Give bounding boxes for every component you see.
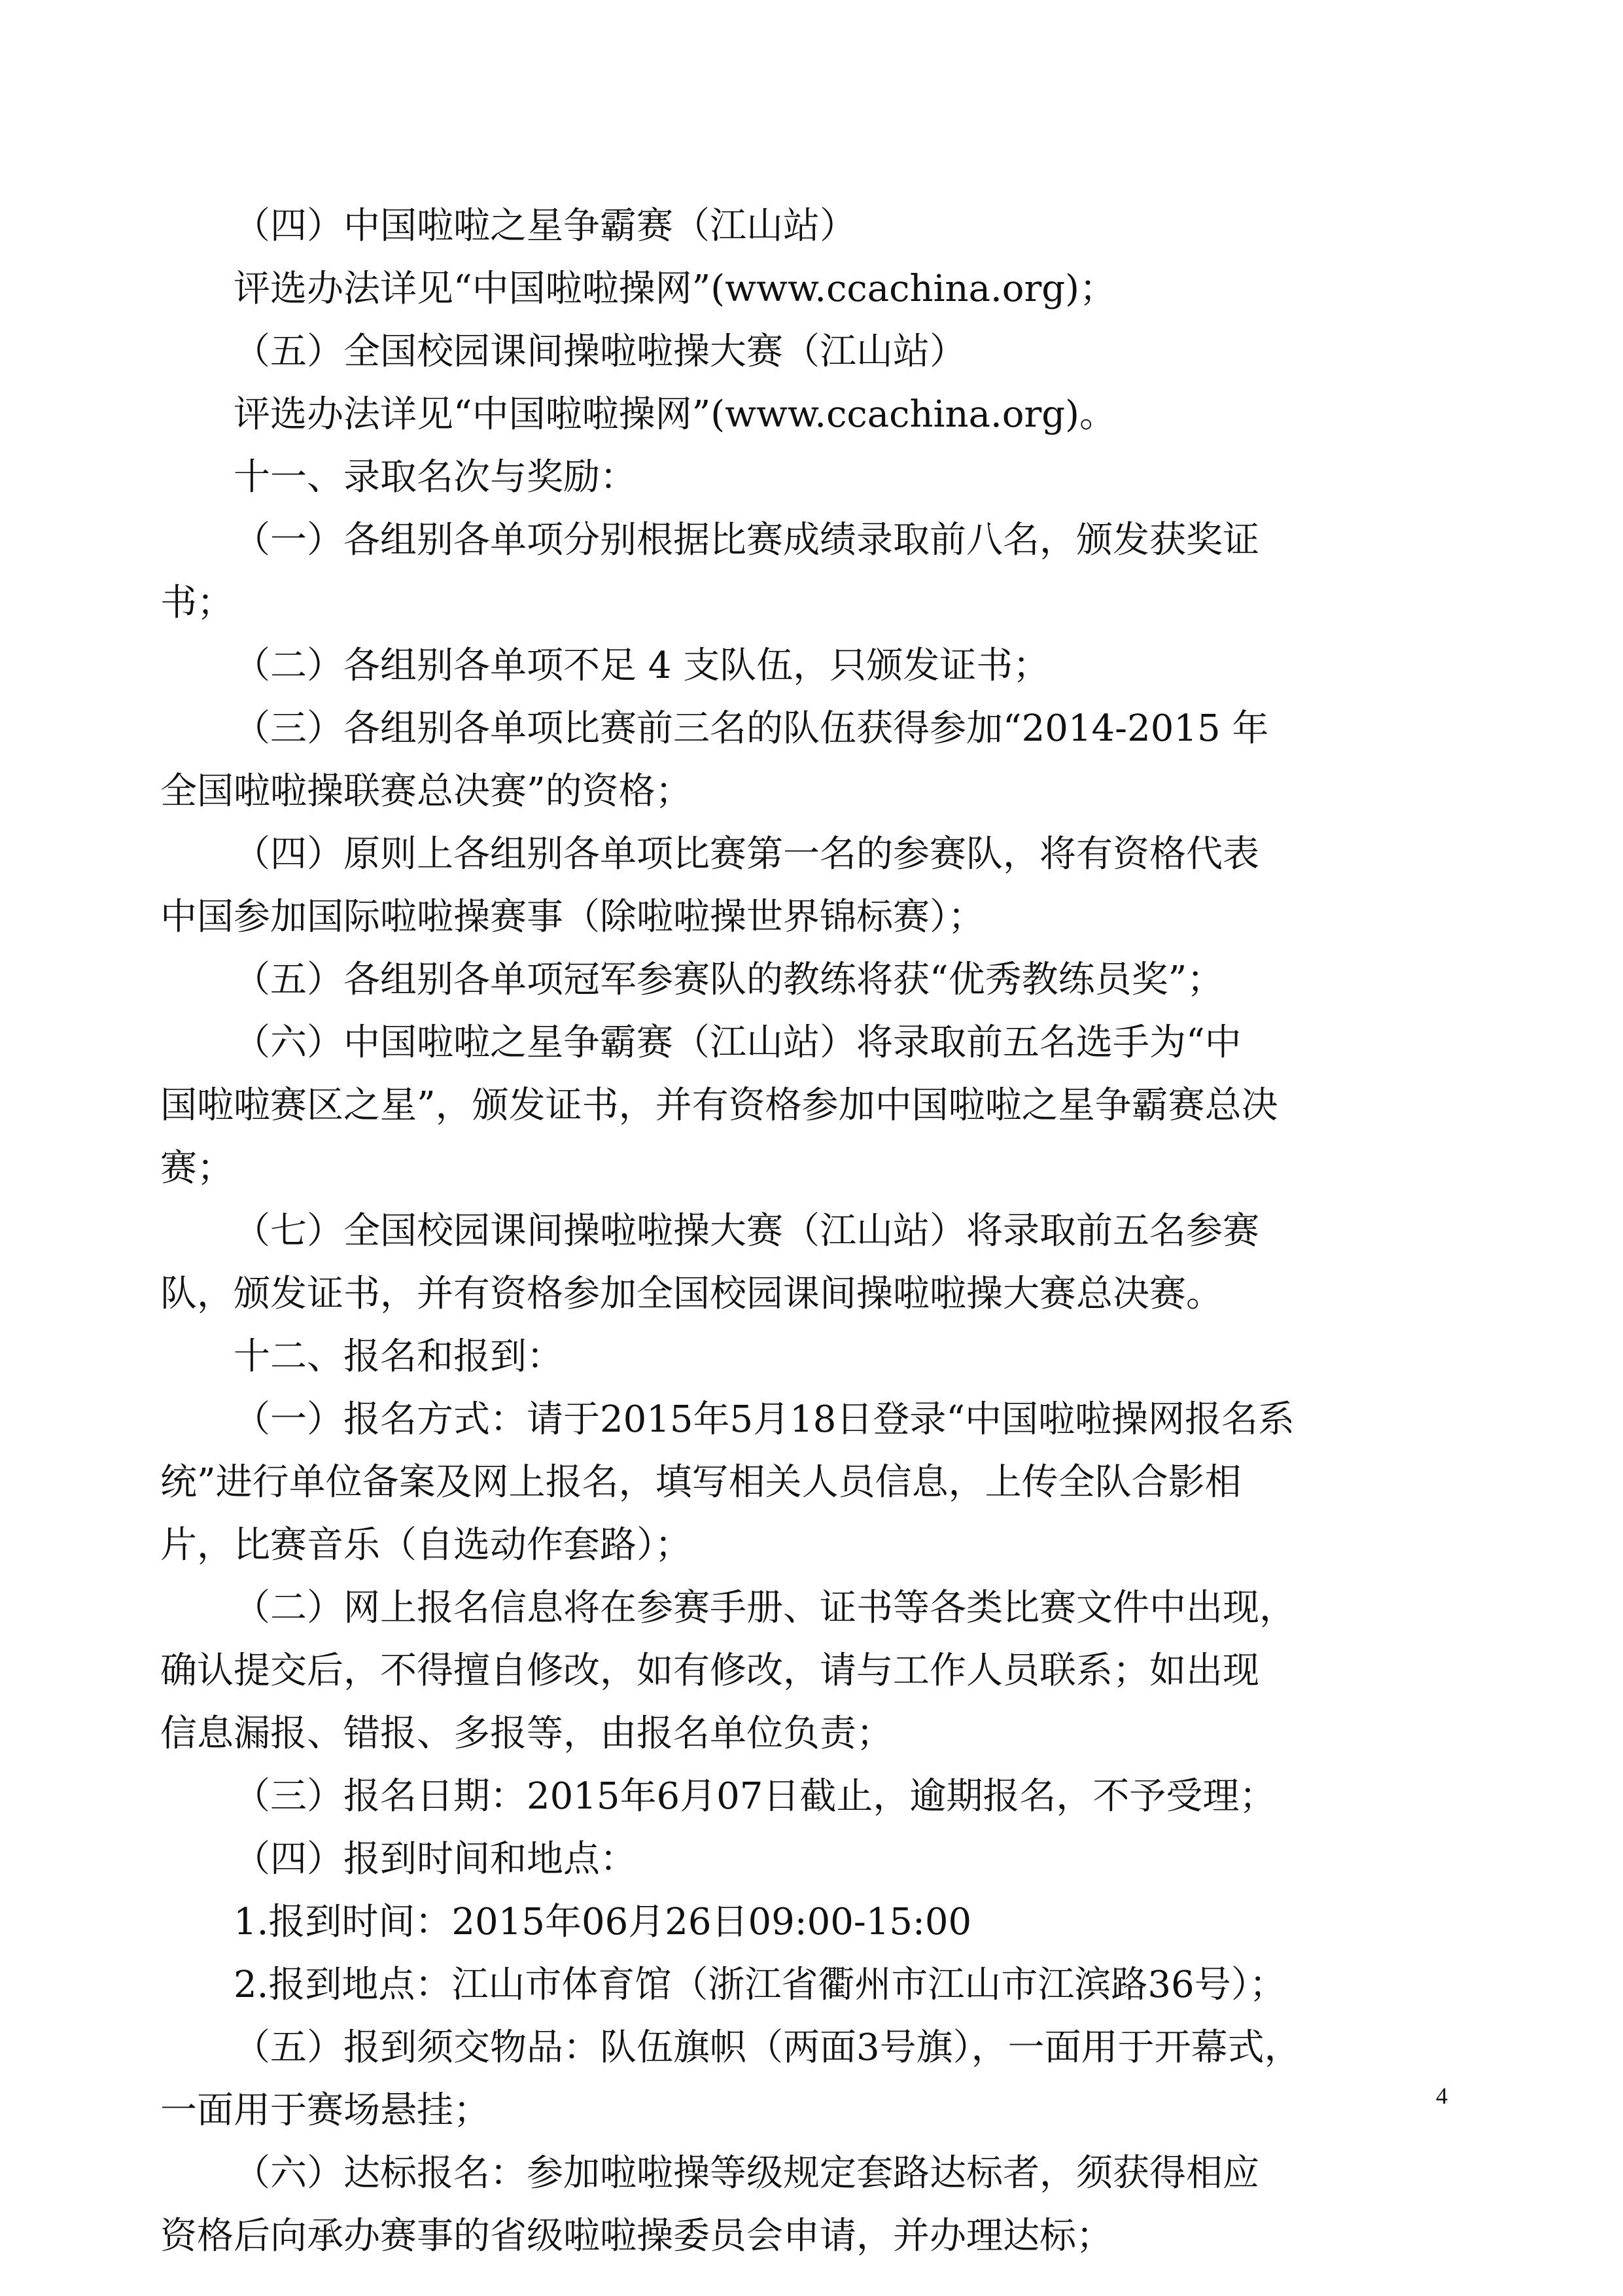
text-line: 评选办法详见“中国啦啦操网”(www.ccachina.org)。 xyxy=(234,393,1116,436)
text-line: 书； xyxy=(160,582,234,624)
page-number: 4 xyxy=(1436,2083,1448,2109)
text-line: 信息漏报、错报、多报等，由报名单位负责； xyxy=(160,1712,893,1755)
text-line: （一）报名方式：请于2015年5月18日登录“中国啦啦操网报名系 xyxy=(234,1398,1295,1441)
text-line: （五）报到须交物品：队伍旗帜（两面3号旗），一面用于开幕式， xyxy=(234,2026,1301,2069)
text-line: 资格后向承办赛事的省级啦啦操委员会申请，并办理达标； xyxy=(160,2215,1113,2257)
text-line: 国啦啦赛区之星”，颁发证书，并有资格参加中国啦啦之星争霸赛总决 xyxy=(160,1084,1278,1127)
text-line: （三）各组别各单项比赛前三名的队伍获得参加“2014-2015 年 xyxy=(234,707,1269,750)
text-line: 十二、报名和报到： xyxy=(234,1335,563,1378)
text-line: 一面用于赛场悬挂； xyxy=(160,2089,490,2132)
text-line: （三）报名日期：2015年6月07日截止，逾期报名，不予受理； xyxy=(234,1775,1276,1818)
text-line: 中国参加国际啦啦操赛事（除啦啦操世界锦标赛）； xyxy=(160,896,985,938)
text-line: （四）中国啦啦之星争霸赛（江山站） xyxy=(234,205,856,247)
text-line: （二）网上报名信息将在参赛手册、证书等各类比赛文件中出现， xyxy=(234,1587,1296,1629)
text-line: 2.报到地点：江山市体育馆（浙江省衢州市江山市江滨路36号）； xyxy=(234,1964,1286,2006)
text-line: 统”进行单位备案及网上报名，填写相关人员信息，上传全队合影相 xyxy=(160,1461,1242,1504)
text-line: （七）全国校园课间操啦啦操大赛（江山站）将录取前五名参赛 xyxy=(234,1210,1259,1252)
text-line: 全国啦啦操联赛总决赛”的资格； xyxy=(160,770,692,813)
text-line: （五）全国校园课间操啦啦操大赛（江山站） xyxy=(234,330,966,373)
text-line: （五）各组别各单项冠军参赛队的教练将获“优秀教练员奖”； xyxy=(234,959,1224,1001)
text-line: （六）达标报名：参加啦啦操等级规定套路达标者，须获得相应 xyxy=(234,2152,1259,2195)
text-line: （四）原则上各组别各单项比赛第一名的参赛队，将有资格代表 xyxy=(234,833,1259,875)
text-line: 赛； xyxy=(160,1147,234,1190)
text-line: 评选办法详见“中国啦啦操网”(www.ccachina.org)； xyxy=(234,268,1116,310)
text-line: 1.报到时间：2015年06月26日09:00-15:00 xyxy=(234,1901,972,1943)
text-line: （一）各组别各单项分别根据比赛成绩录取前八名，颁发获奖证 xyxy=(234,519,1259,561)
text-line: 确认提交后，不得擅自修改，如有修改，请与工作人员联系；如出现 xyxy=(160,1650,1259,1692)
text-line: 片，比赛音乐（自选动作套路）； xyxy=(160,1524,691,1566)
text-line: 十一、录取名次与奖励： xyxy=(234,456,637,499)
text-line: （二）各组别各单项不足 4 支队伍，只颁发证书； xyxy=(234,645,1050,687)
text-line: （六）中国啦啦之星争霸赛（江山站）将录取前五名选手为“中 xyxy=(234,1021,1242,1064)
text-line: 队，颁发证书，并有资格参加全国校园课间操啦啦操大赛总决赛。 xyxy=(160,1273,1223,1315)
text-line: （四）报到时间和地点： xyxy=(234,1838,637,1881)
document-body xyxy=(160,195,1466,2268)
